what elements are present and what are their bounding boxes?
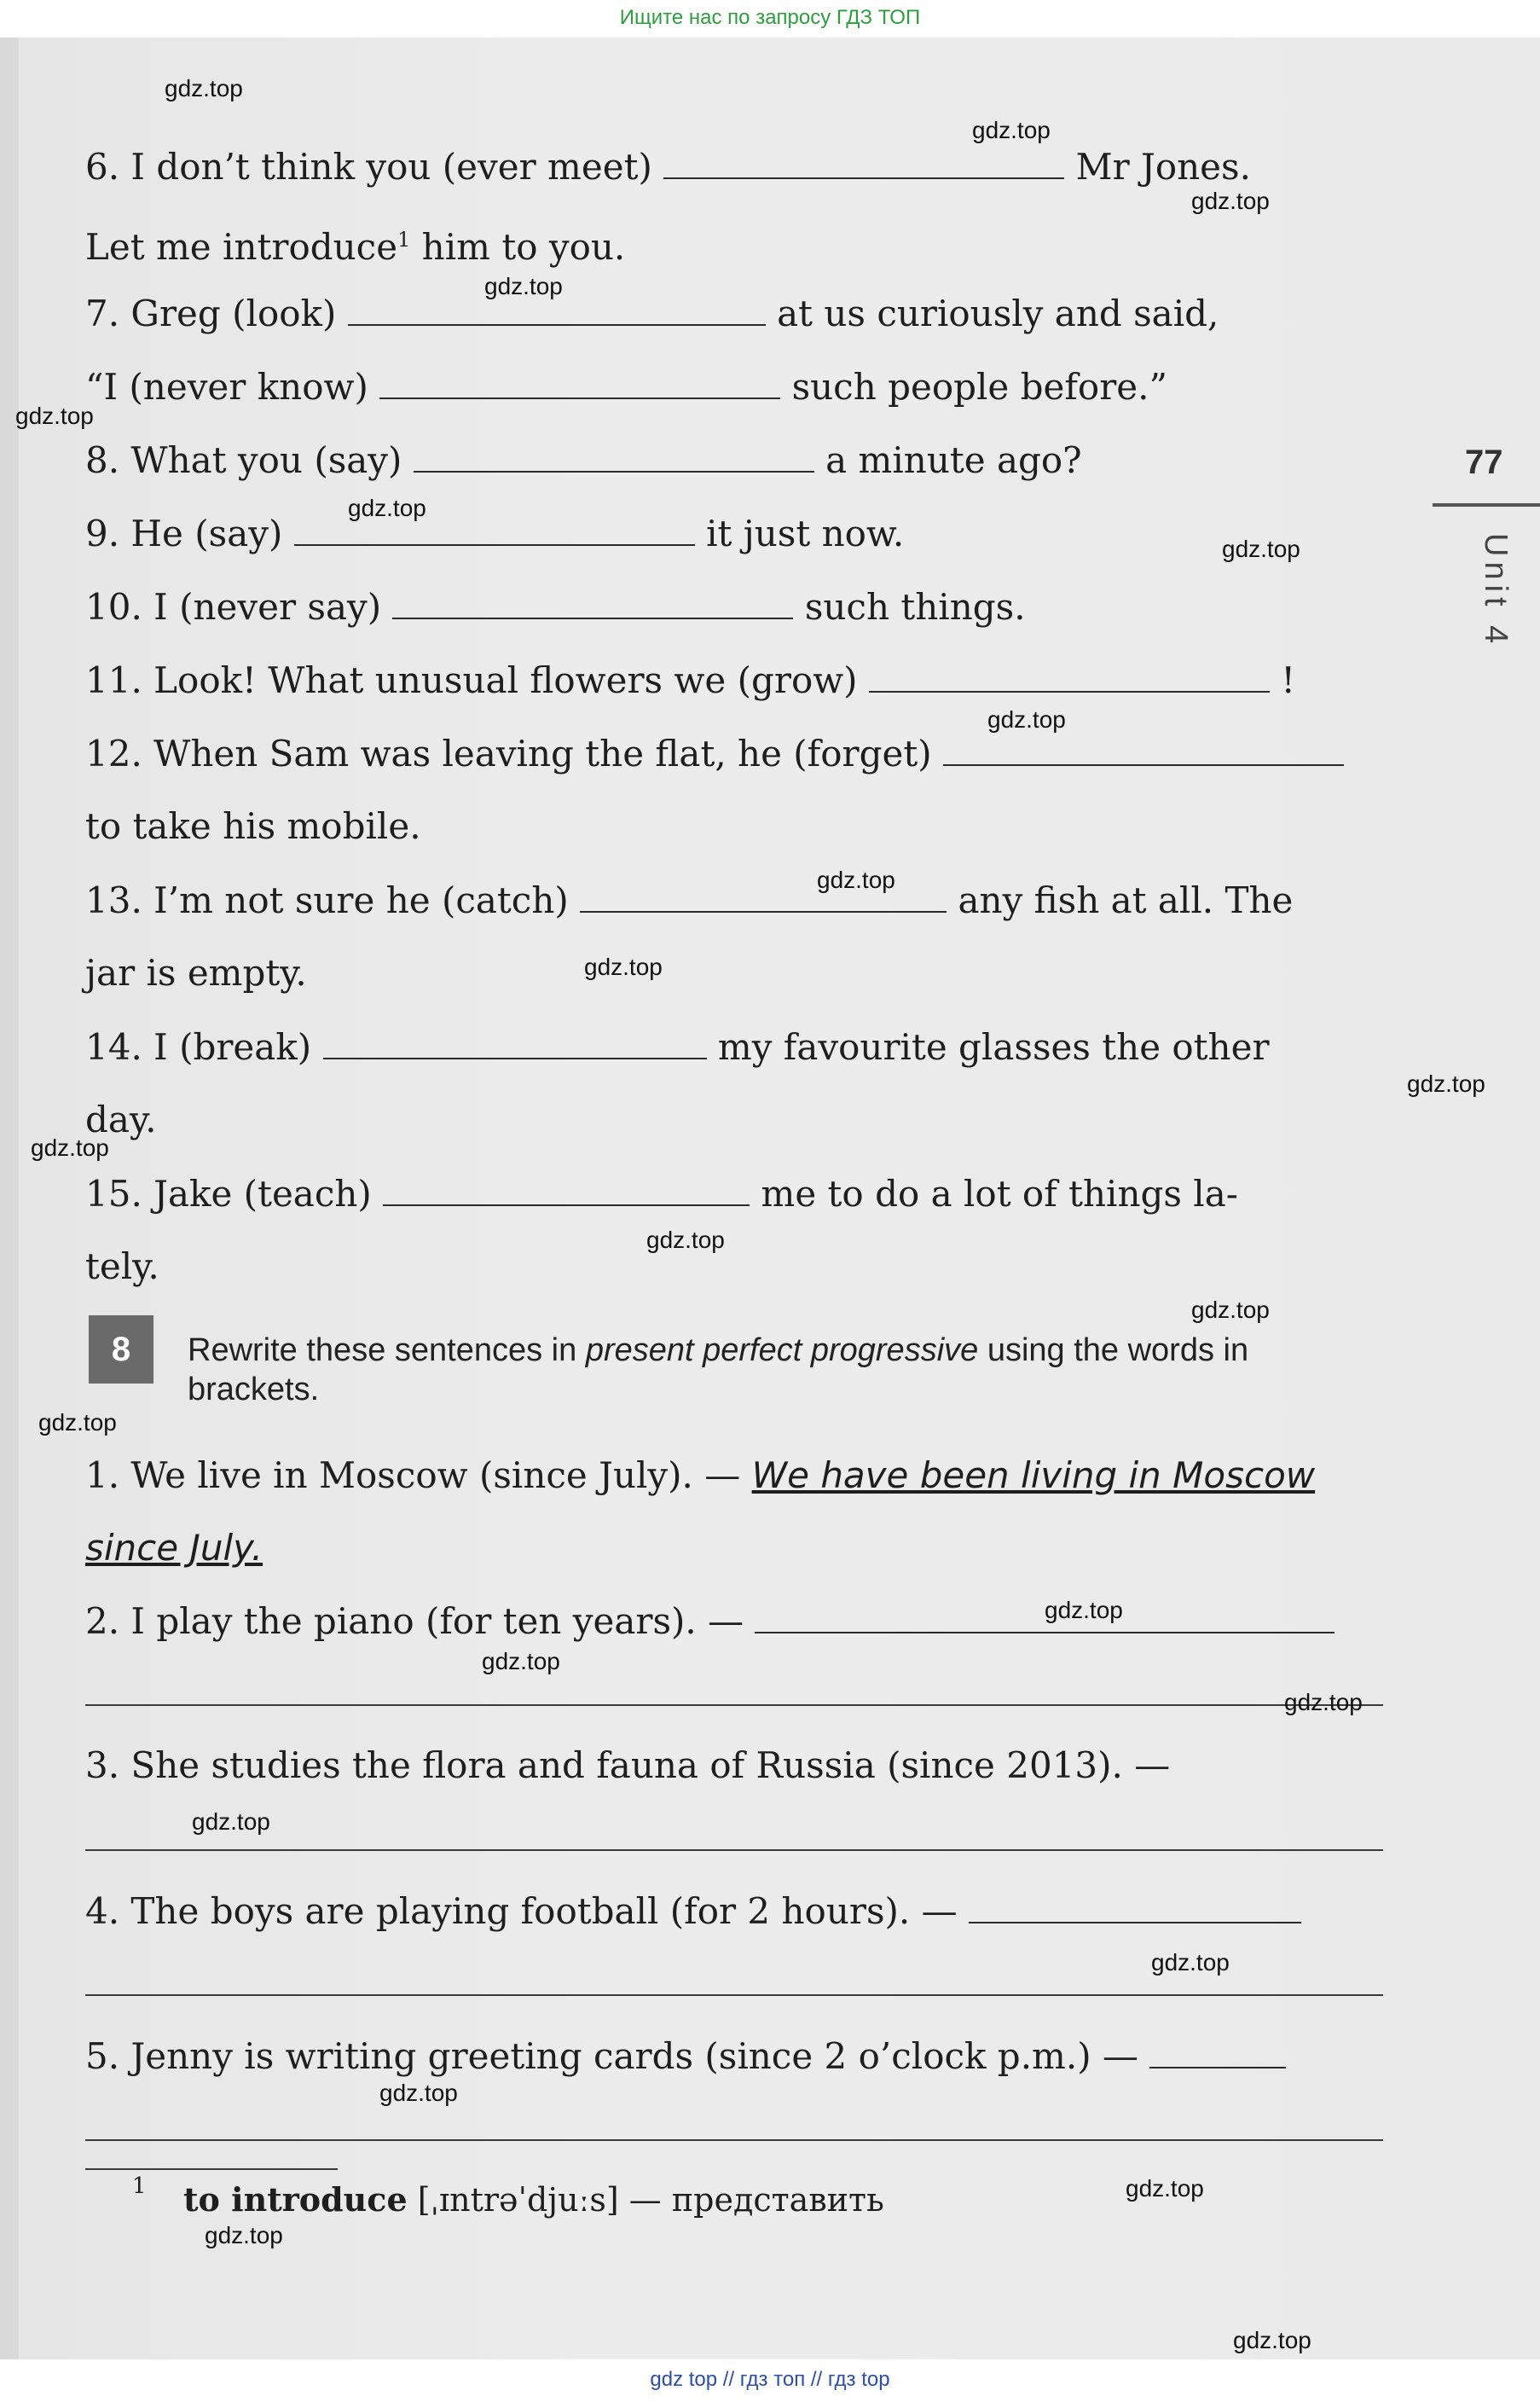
ex7-line-13 xyxy=(85,879,1390,922)
ex7-line-7 xyxy=(85,292,1390,335)
watermark: gdz.top xyxy=(1222,536,1300,562)
ex8-item-1 xyxy=(85,1454,1390,1497)
ex7-line-14b xyxy=(85,1099,1390,1141)
watermark: gdz.top xyxy=(1191,188,1270,214)
line-text: 6. I don’t think you (ever meet) xyxy=(85,146,652,188)
ex7-line-6b xyxy=(85,218,1390,269)
answer-blank[interactable] xyxy=(323,1025,707,1059)
watermark: gdz.top xyxy=(348,495,426,521)
item-text: 1. We live in Moscow (since July). — xyxy=(85,1454,752,1496)
footnote-marker: 1 xyxy=(397,228,411,252)
watermark: gdz.top xyxy=(646,1227,725,1253)
line-text: jar is empty. xyxy=(85,952,307,994)
watermark: gdz.top xyxy=(1284,1689,1363,1715)
line-text: 12. When Sam was leaving the flat, he (forget) xyxy=(85,733,932,775)
line-text: him to you. xyxy=(410,226,626,268)
ex7-line-9 xyxy=(85,512,1390,555)
line-text: me to do a lot of things la- xyxy=(761,1173,1238,1215)
line-text: day. xyxy=(85,1099,157,1140)
ex8-item-3 xyxy=(85,1744,1390,1787)
ex8-item-1b xyxy=(85,1527,1390,1569)
page-number: 77 xyxy=(1465,444,1503,481)
ex7-line-6 xyxy=(85,145,1390,189)
ex7-line-8 xyxy=(85,438,1390,482)
ex8-item-2 xyxy=(85,1599,1390,1643)
watermark: gdz.top xyxy=(584,954,663,980)
line-text: 15. Jake (teach) xyxy=(85,1173,372,1215)
ex7-line-15b xyxy=(85,1245,1390,1288)
answer-blank[interactable] xyxy=(869,659,1270,693)
line-text: 8. What you (say) xyxy=(85,439,402,481)
answer-blank[interactable] xyxy=(383,1172,750,1206)
answer-blank[interactable] xyxy=(663,145,1064,179)
line-text: Mr Jones. xyxy=(1075,146,1251,188)
ex7-line-11 xyxy=(85,659,1390,702)
footnote xyxy=(132,2173,884,2219)
answer-line[interactable] xyxy=(85,1849,1383,1851)
instruction-text: using the words in brackets. xyxy=(188,1332,1249,1407)
sample-answer: since July. xyxy=(85,1527,263,1569)
line-text: a minute ago? xyxy=(825,439,1082,481)
watermark: gdz.top xyxy=(15,403,94,429)
line-text: 7. Greg (look) xyxy=(85,293,337,334)
answer-blank[interactable] xyxy=(1149,2034,1286,2068)
line-text: 13. I’m not sure he (catch) xyxy=(85,879,569,921)
line-text: it just now. xyxy=(706,513,905,554)
ex7-line-15 xyxy=(85,1172,1390,1216)
line-text: 11. Look! What unusual flowers we (grow) xyxy=(85,659,858,701)
watermark: gdz.top xyxy=(192,1808,270,1835)
watermark: gdz.top xyxy=(484,273,563,299)
watermark: gdz.top xyxy=(1045,1597,1123,1623)
ex7-line-10 xyxy=(85,585,1390,629)
footnote-translation: [ˌɪntrəˈdjuːs] — представить xyxy=(407,2181,884,2219)
exercise-instruction xyxy=(188,1331,1381,1409)
answer-blank[interactable] xyxy=(414,438,814,473)
answer-line[interactable] xyxy=(85,2139,1383,2141)
top-banner[interactable]: Ищите нас по запросу ГДЗ ТОП xyxy=(0,0,1540,38)
footnote-term: to introduce xyxy=(183,2180,408,2219)
line-text: Let me introduce xyxy=(85,226,398,268)
footnote-separator xyxy=(85,2168,338,2170)
watermark: gdz.top xyxy=(482,1648,560,1674)
line-text: “I (never know) xyxy=(85,366,368,408)
line-text: to take his mobile. xyxy=(85,805,421,847)
ex7-line-7b xyxy=(85,365,1390,409)
unit-label: Unit 4 xyxy=(1478,533,1514,649)
answer-blank[interactable] xyxy=(943,732,1344,766)
line-text: such things. xyxy=(804,586,1026,628)
watermark: gdz.top xyxy=(31,1134,109,1161)
line-text: tely. xyxy=(85,1245,159,1287)
line-text: any fish at all. The xyxy=(958,879,1294,921)
watermark: gdz.top xyxy=(1151,1949,1230,1976)
answer-blank[interactable] xyxy=(392,585,793,619)
ex7-line-13b xyxy=(85,952,1390,995)
watermark: gdz.top xyxy=(165,75,243,102)
watermark: gdz.top xyxy=(987,706,1066,733)
answer-blank[interactable] xyxy=(379,365,780,399)
watermark: gdz.top xyxy=(1126,2175,1204,2202)
watermark: gdz.top xyxy=(1407,1070,1485,1097)
ex8-item-4 xyxy=(85,1889,1390,1933)
exercise-number-badge: 8 xyxy=(89,1315,153,1384)
line-text: my favourite glasses the other xyxy=(717,1026,1270,1068)
item-text: 2. I play the piano (for ten years). — xyxy=(85,1600,744,1642)
line-text: 9. He (say) xyxy=(85,513,283,554)
watermark: gdz.top xyxy=(379,2080,458,2106)
watermark: gdz.top xyxy=(1233,2327,1311,2353)
watermark: gdz.top xyxy=(1191,1297,1270,1323)
answer-line[interactable] xyxy=(85,1994,1383,1996)
line-text: 10. I (never say) xyxy=(85,586,382,628)
ex7-line-12 xyxy=(85,732,1390,775)
instruction-text: Rewrite these sentences in xyxy=(188,1332,586,1368)
line-text: at us curiously and said, xyxy=(777,293,1219,334)
bottom-banner[interactable]: gdz top // гдз топ // гдз top xyxy=(0,2359,1540,2402)
watermark: gdz.top xyxy=(817,867,895,893)
item-text: 4. The boys are playing football (for 2 hours). — xyxy=(85,1890,958,1932)
instruction-emphasis: present perfect progressive xyxy=(585,1332,979,1368)
page-number-rule xyxy=(1433,503,1540,507)
ex7-line-14 xyxy=(85,1025,1390,1069)
watermark: gdz.top xyxy=(205,2222,283,2248)
sample-answer: We have been living in Moscow xyxy=(751,1454,1316,1496)
ex7-line-12b xyxy=(85,805,1390,848)
answer-blank[interactable] xyxy=(969,1889,1301,1923)
ex8-item-5 xyxy=(85,2034,1390,2078)
footnote-number: 1 xyxy=(132,2173,147,2199)
item-text: 3. She studies the flora and fauna of Russia (since 2013). — xyxy=(85,1744,1171,1786)
line-text: ! xyxy=(1281,659,1296,701)
line-text: such people before.” xyxy=(791,366,1167,408)
watermark: gdz.top xyxy=(972,117,1051,143)
line-text: 14. I (break) xyxy=(85,1026,312,1068)
watermark: gdz.top xyxy=(38,1409,117,1436)
answer-line[interactable] xyxy=(85,1704,1383,1706)
item-text: 5. Jenny is writing greeting cards (since 2 o’clock p.m.) — xyxy=(85,2035,1138,2077)
